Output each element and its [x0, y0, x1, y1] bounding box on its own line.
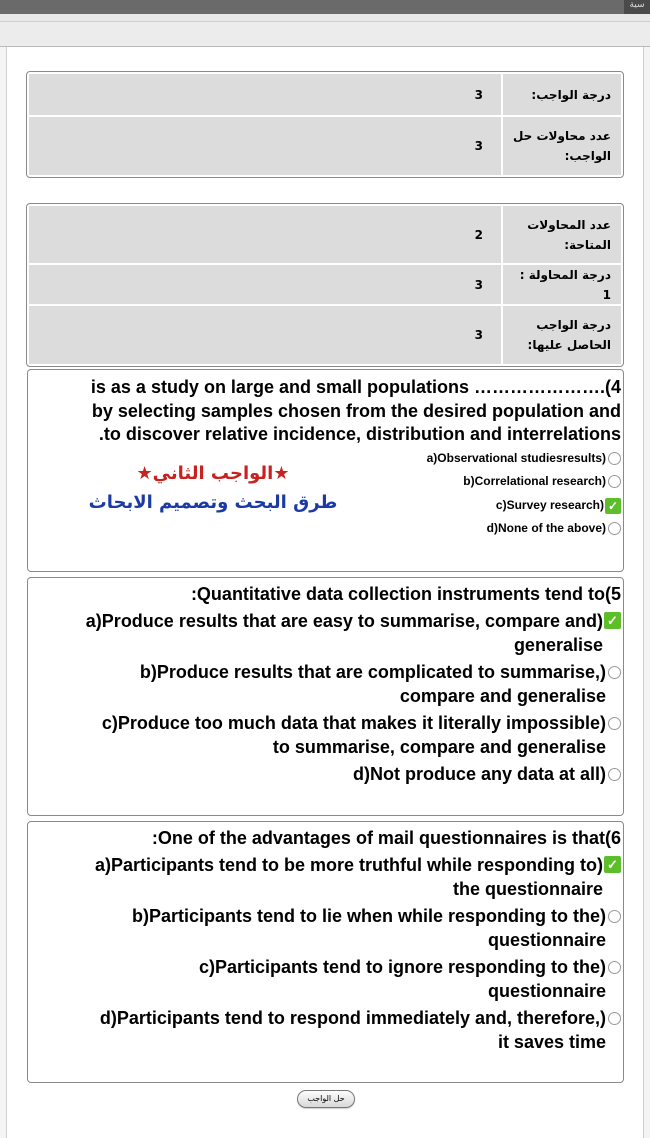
question-line: :Quantitative data collection instruments tend to(5: [190, 584, 621, 604]
radio-button[interactable]: [608, 475, 621, 488]
radio-button[interactable]: [608, 961, 621, 974]
option-line: a)Produce results that are easy to summarise, compare and): [85, 611, 603, 631]
question-6-option-c[interactable]: [30, 955, 621, 1003]
info-row-obtained-grade: [29, 306, 621, 364]
option-label: b)Correlational research): [463, 474, 606, 488]
question-6-option-b[interactable]: [30, 904, 621, 952]
question-5-option-a[interactable]: [30, 609, 621, 657]
question-5-option-d[interactable]: [30, 762, 621, 786]
info-label: عدد محاولات حل الواجب:: [503, 117, 621, 175]
checkmark-icon[interactable]: ✓: [604, 612, 621, 629]
question-6-box: [27, 821, 624, 1083]
question-6-text: [30, 824, 621, 850]
radio-button[interactable]: [608, 1012, 621, 1025]
option-label: [100, 1006, 606, 1054]
question-5-text: [30, 580, 621, 606]
toolbar-strip: [0, 22, 650, 47]
question-5-option-c[interactable]: [30, 711, 621, 759]
info-label: عدد المحاولات المتاحة:: [503, 206, 621, 263]
option-line: c)Participants tend to ignore responding to the): [198, 957, 606, 977]
info-row-attempt-grade: [29, 265, 621, 306]
info-value: 2: [29, 206, 501, 263]
option-label: a)Observational studiesresults): [426, 450, 606, 465]
info-value: 3: [29, 306, 501, 364]
option-line: questionnaire: [487, 981, 606, 1001]
checkmark-icon[interactable]: ✓: [605, 498, 621, 514]
stamp-line-1: ★الواجب الثاني★: [136, 463, 290, 484]
info-label: درجة المحاولة : 1: [503, 265, 621, 304]
option-label: [102, 711, 606, 759]
option-label: d)None of the above): [486, 521, 606, 535]
question-line: by selecting samples chosen from the desired population and: [91, 400, 621, 421]
option-line: b)Produce results that are complicated to summarise,): [139, 662, 606, 682]
question-line: :One of the advantages of mail questionnaires is that(6: [151, 828, 621, 848]
option-line: it saves time: [497, 1032, 606, 1052]
option-label: [86, 609, 603, 657]
info-label: درجة الواجب الحاصل عليها:: [503, 306, 621, 364]
option-line: compare and generalise: [399, 686, 606, 706]
info-value: 3: [29, 74, 501, 115]
submit-homework-button[interactable]: حل الواجب: [297, 1090, 355, 1108]
question-5-option-b[interactable]: [30, 660, 621, 708]
option-label: [199, 955, 606, 1003]
top-separator: [0, 14, 650, 22]
option-line: b)Participants tend to lie when while responding to the): [131, 906, 606, 926]
corner-button[interactable]: سية: [624, 0, 650, 14]
option-label: [132, 904, 606, 952]
option-line: the questionnaire: [452, 879, 603, 899]
info-value: 3: [29, 117, 501, 175]
option-line: d)Participants tend to respond immediately and, therefore,): [99, 1008, 606, 1028]
radio-button[interactable]: [608, 666, 621, 679]
option-label: [140, 660, 606, 708]
option-line: questionnaire: [487, 930, 606, 950]
option-line: to summarise, compare and generalise: [272, 737, 606, 757]
stamp-line-2: طرق البحث وتصميم الابحاث: [88, 492, 338, 513]
info-value: 3: [29, 265, 501, 304]
info-row-homework-grade: [29, 74, 621, 117]
question-6-option-d[interactable]: [30, 1006, 621, 1054]
checkmark-icon[interactable]: ✓: [604, 856, 621, 873]
top-bar: [0, 0, 650, 14]
radio-button[interactable]: [608, 452, 621, 465]
option-label: [353, 762, 606, 786]
option-line: generalise: [513, 635, 603, 655]
attempts-info-box: [26, 203, 624, 367]
homework-stamp: [88, 460, 338, 518]
info-label: درجة الواجب:: [503, 74, 621, 115]
question-6-option-a[interactable]: [30, 853, 621, 901]
question-4-text: [30, 372, 621, 447]
question-line: is as a study on large and small populations ………………….(4: [90, 377, 621, 397]
grade-info-box: [26, 71, 624, 178]
option-line: a)Participants tend to be more truthful while responding to): [94, 855, 603, 875]
option-label: [95, 853, 603, 901]
info-row-available-attempts: [29, 206, 621, 265]
radio-button[interactable]: [608, 522, 621, 535]
question-line: .to discover relative incidence, distribution and interrelations: [98, 424, 621, 444]
option-line: c)Produce too much data that makes it literally impossible): [101, 713, 606, 733]
question-4-option-d[interactable]: [30, 517, 621, 541]
option-line: d)Not produce any data at all): [352, 764, 606, 784]
question-5-box: [27, 577, 624, 816]
radio-button[interactable]: [608, 717, 621, 730]
radio-button[interactable]: [608, 910, 621, 923]
radio-button[interactable]: [608, 768, 621, 781]
info-row-attempts-count: [29, 117, 621, 175]
option-label: c)Survey research): [495, 497, 604, 512]
